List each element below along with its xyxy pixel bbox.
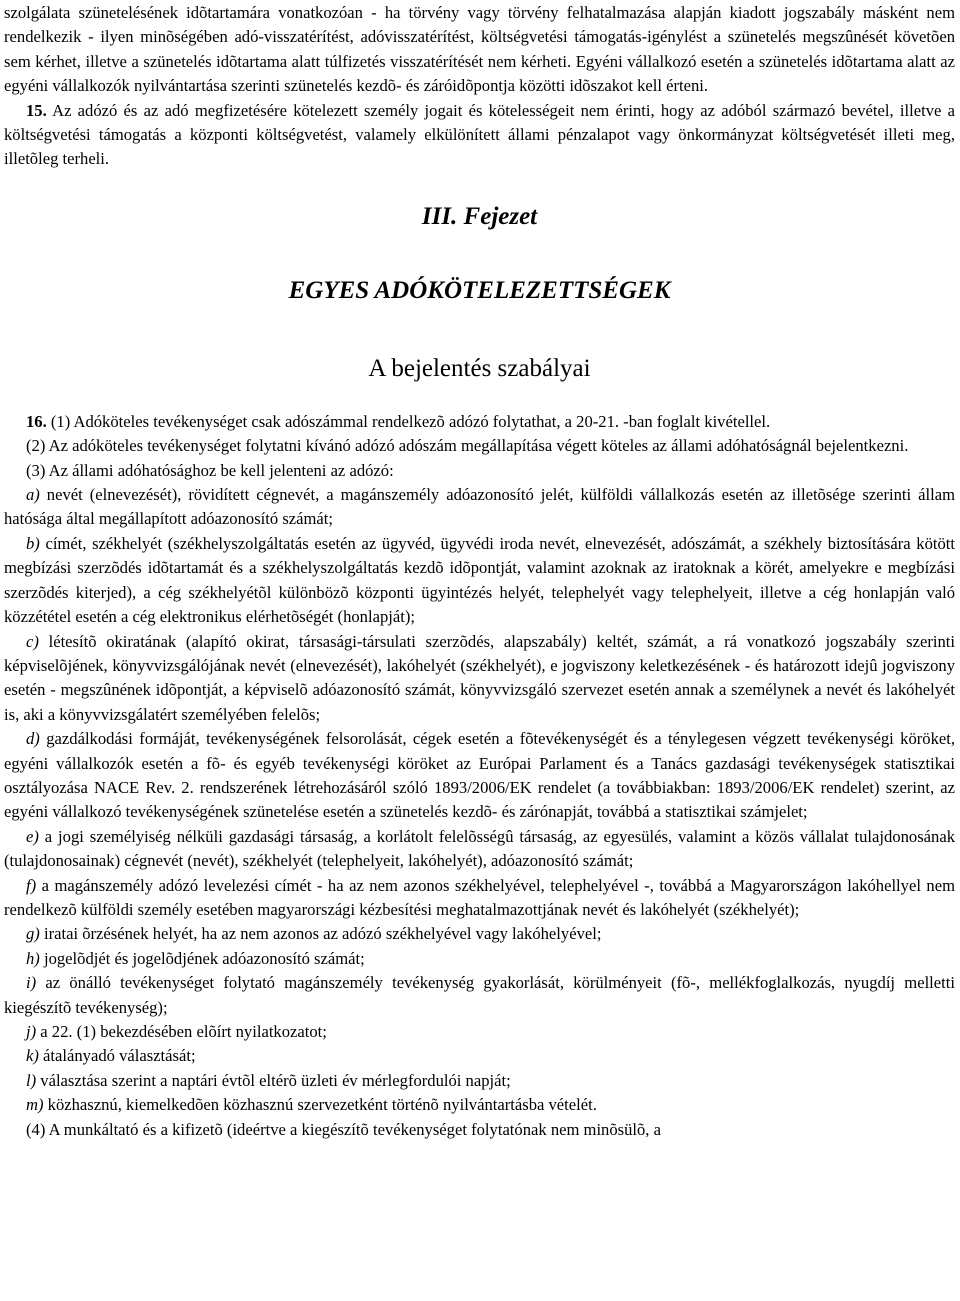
list-item-text: választása szerint a naptári évtõl eltérõ üzleti év mérlegfordulói napját;	[36, 1070, 511, 1090]
list-item-text: gazdálkodási formáját, tevékenységének felsorolását, cégek esetén a fõtevékenységét és a ténylegesen végzett tevékenységi köröket, egyéni vállalkozók esetén a fõ- és egyéb tevékenységi köröket az Európai Parlament és a Tanács gazdasági tevékenységek statisztikai osztályozása NACE Rev. 2. rendszerének létrehozásáról szóló 1893/2006/EK rendelet (a továbbiakban: 1893/2006/EK rendelet) szerint, az egyéni vállalkozó tevékenységének szünetelése esetén a szünetelés kezdõ- és zárónapját, továbbá a statisztikai számjelet;	[4, 729, 955, 822]
list-item	[4, 1069, 955, 1093]
list-item-text: a magánszemély adózó levelezési címét - ha az nem azonos székhelyével, telephelyével -, továbbá a Magyarországon lakóhellyel nem rendelkezõ külföldi személy esetében magyarországi kézbesítési meghatalmazottjának nevét és lakóhelyét (székhelyét);	[4, 875, 955, 919]
paragraph-intro: szolgálata szünetelésének idõtartamára vonatkozóan - ha törvény vagy törvény felhatalmazása alapján kiadott jogszabály másként nem rendelkezik - ilyen minõségében adó-visszatérítést, adóvisszatérítést, költségvetési támogatás-igénylést a szünetelés megszûnését követõen sem kérhet, illetve a szünetelés idõtartama alatt túlfizetés visszatérítését nem kérheti. Egyéni vállalkozó esetén a szünetelés idõtartama alatt az egyéni vállalkozók nyilvántartása szerinti szünetelés kezdõ- és záróidõpontja közötti idõszakot kell érteni.	[4, 3, 955, 96]
section-heading: A bejelentés szabályai	[368, 354, 591, 382]
list-item	[4, 947, 955, 971]
list-item-text: nevét (elnevezését), rövidített cégnevét, a magánszemély adóazonosító jelét, külföldi vállalkozás esetén az illetõsége szerinti állam hatósága által megállapított adóazonosító számát;	[4, 485, 955, 529]
list-item-text: a jogi személyiség nélküli gazdasági társaság, a korlátolt felelõsségû társaság, az egyesülés, valamint a közös vállalat tulajdonosának (tulajdonosainak) cégnevét (nevét), székhelyét (telephelyeit, lakóhelyét), adóazonosító számát;	[4, 826, 955, 871]
list-item	[4, 825, 955, 874]
list-item-label: c)	[26, 631, 39, 651]
chapter-title: EGYES ADÓKÖTELEZETTSÉGEK	[288, 276, 671, 304]
list-item-text: létesítõ okiratának (alapító okirat, társasági-társulati szerzõdés, alapszabály) keltét, számát, a rá vonatkozó jogszabály szerinti képviselõjének, könyvvizsgálójának nevét (elnevezését), lakóhelyét (székhelyét), e jogviszony keletkezésének - és határozott idejû jogviszony esetén - megszûnének idõpontját, a képviselõ adóazonosító számát, könyvvizsgáló szervezet esetén annak a személynek a nevét és lakóhelyét is, aki a könyvvizsgálatért személyében felelõs;	[4, 631, 955, 724]
section-number: 15.	[26, 100, 47, 120]
list-item-label: m)	[26, 1095, 44, 1115]
section-text: Az adózó és az adó megfizetésére kötelezett személy jogait és kötelességeit nem érinti, hogy az adóból származó bevétel, illetve a költségvetési támogatás a központi költségvetést, valamely elkülönített állami pénzalapot vagy önkormányzat költségvetését illeti meg, illetõleg terheli.	[4, 100, 955, 169]
list-item	[4, 1093, 955, 1117]
list-item-label: d)	[26, 729, 40, 749]
list-item	[4, 532, 955, 630]
list-item-text: iratai õrzésének helyét, ha az nem azonos az adózó székhelyével vagy lakóhelyével;	[39, 924, 602, 944]
list-item-text: jogelõdjét és jogelõdjének adóazonosító számát;	[39, 948, 365, 968]
list-item-label: l)	[26, 1070, 37, 1090]
section-text: (1) Adóköteles tevékenységet csak adószámmal rendelkezõ adózó folytathat, a 20-21. -ban foglalt kivétellel.	[46, 411, 771, 431]
list-item	[4, 483, 955, 532]
list-item-label: k)	[26, 1046, 39, 1066]
list-item-text: címét, székhelyét (székhelyszolgáltatás esetén az ügyvéd, ügyvédi iroda nevét, elnevezését, adószámát, a székhely biztosítására kötött megbízási szerzõdés idõtartamát és a székhelyszolgáltatás kezdõ idõpontját, valamint azoknak az iratoknak a körét, amelyekre e megbízási szerzõdés kiterjed), a cég székhelyétõl különbözõ központi ügyintézés helyét, telephelyét vagy telephelyeit, illetve a cég honlapján való közzététel esetén a cég elektronikus elérhetõségét (honlapját);	[4, 533, 955, 627]
list-item	[4, 630, 955, 728]
list-item	[4, 874, 955, 923]
list-item	[4, 922, 955, 946]
list-item	[4, 1044, 955, 1068]
list-item-label: i)	[26, 973, 37, 993]
list-item-label: f)	[26, 875, 37, 895]
paragraph-16-4: (4) A munkáltató és a kifizetõ (ideértve a kiegészítõ tevékenységet folytatónak nem minõsülõ, a	[26, 1119, 661, 1139]
list-item	[4, 971, 955, 1020]
list-item-label: b)	[26, 533, 40, 553]
list-item-text: közhasznú, kiemelkedõen közhasznú szervezetként történõ nyilvántartásba vételét.	[43, 1095, 597, 1115]
list-item	[4, 727, 955, 825]
list-item-text: a 22. (1) bekezdésében elõírt nyilatkozatot;	[36, 1022, 327, 1041]
section-number: 16.	[26, 411, 47, 431]
list-item-text: átalányadó választását;	[38, 1046, 196, 1066]
chapter-number: III. Fejezet	[421, 202, 538, 230]
list-item-label: a)	[26, 485, 40, 505]
list-item-label: h)	[26, 948, 40, 968]
section-16	[4, 410, 955, 434]
list-item-label: g)	[26, 924, 40, 944]
section-15	[4, 99, 955, 172]
list-item-text: az önálló tevékenységet folytató magánszemély tevékenység gyakorlását, körülményeit (fõ-, mellékfoglalkozás, nyugdíj melletti kiegészítõ tevékenység);	[4, 973, 955, 1017]
paragraph-16-2: (2) Az adóköteles tevékenységet folytatni kívánó adózó adószám megállapítása végett köteles az állami adóhatóságnál bejelentkezni.	[26, 436, 909, 456]
list-item-label: j)	[26, 1022, 37, 1041]
list-item	[4, 1020, 955, 1044]
paragraph-16-3: (3) Az állami adóhatósághoz be kell jelenteni az adózó:	[26, 460, 394, 480]
list-item-label: e)	[26, 826, 39, 846]
